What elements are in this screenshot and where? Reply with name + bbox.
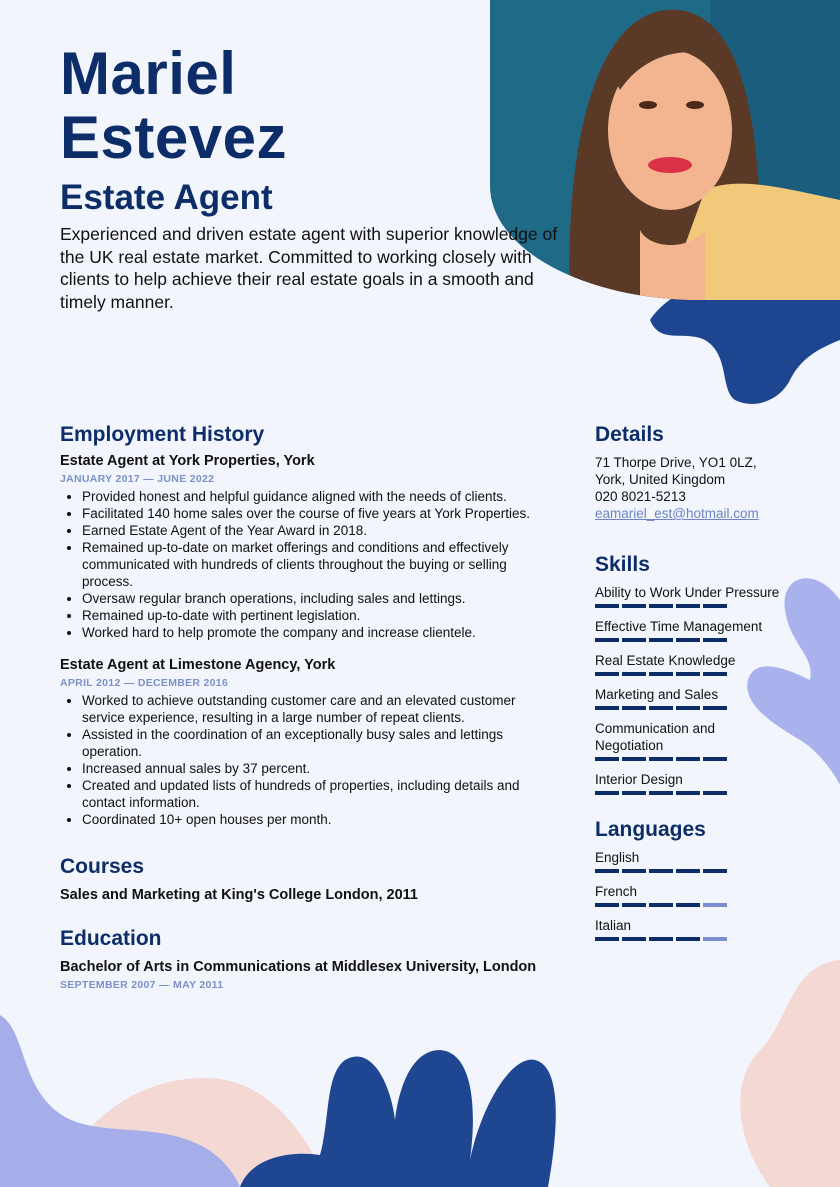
level-segment — [649, 903, 673, 907]
bullet-item: • Facilitated 140 home sales over the course of five years at York Properties. — [82, 505, 560, 522]
level-segment — [703, 937, 727, 941]
languages-label: Italian — [595, 918, 632, 933]
level-segment — [676, 903, 700, 907]
job-role: Estate Agent — [60, 178, 273, 217]
level-segment — [703, 672, 727, 676]
skills-item — [595, 771, 785, 795]
level-segment — [649, 869, 673, 873]
last-name: Estevez — [60, 104, 287, 171]
job-dates: JANUARY 2017 — JUNE 2022 — [60, 473, 215, 485]
skills-level-bar — [595, 604, 727, 608]
level-segment — [595, 903, 619, 907]
skills-section — [595, 552, 785, 795]
profile-summary: Experienced and driven estate agent with superior knowledge of the UK real estate market. Committed to working closely with clients to help achieve their real estate goals in a smooth and timely manner. — [60, 224, 558, 312]
bullet-item: • Created and updated lists of hundreds of properties, including details and contact information. — [82, 777, 560, 811]
job-title: Estate Agent at York Properties, York — [60, 453, 315, 469]
bullet-item: • Remained up-to-date on market offerings and conditions and effectively communicated with hundreds of clients throughout the buying or selling process. — [82, 539, 560, 590]
bullet-item: • Remained up-to-date with pertinent legislation. — [82, 607, 560, 624]
first-name: Mariel — [60, 40, 237, 107]
level-segment — [649, 604, 673, 608]
level-segment — [703, 638, 727, 642]
languages-level-bar — [595, 869, 727, 873]
level-segment — [649, 638, 673, 642]
level-segment — [703, 706, 727, 710]
languages-label: French — [595, 884, 638, 899]
job-bullets — [60, 692, 560, 828]
skills-level-bar — [595, 706, 727, 710]
bullet-item: • Worked hard to help promote the company and increase clientele. — [82, 624, 560, 641]
level-segment — [622, 672, 646, 676]
level-segment — [622, 903, 646, 907]
job-dates: APRIL 2012 — DECEMBER 2016 — [60, 677, 229, 689]
level-segment — [649, 672, 673, 676]
languages-item — [595, 883, 785, 907]
languages-level-bar — [595, 937, 727, 941]
education-item: Bachelor of Arts in Communications at Middlesex University, London — [60, 959, 537, 975]
peach-blob-right — [740, 960, 840, 1187]
skills-label: Effective Time Management — [595, 619, 763, 634]
courses-section — [60, 854, 560, 904]
level-segment — [703, 604, 727, 608]
bullet-item: • Worked to achieve outstanding customer care and an elevated customer service experience, resulting in a large number of repeat clients. — [82, 692, 560, 726]
skills-label: Communication and Negotiation — [595, 721, 716, 753]
address-line-2: York, United Kingdom — [595, 472, 726, 487]
bullet-item: • Coordinated 10+ open houses per month. — [82, 811, 560, 828]
languages-item — [595, 849, 785, 873]
level-segment — [595, 791, 619, 795]
level-segment — [595, 757, 619, 761]
side-column — [595, 422, 785, 951]
skills-item — [595, 618, 785, 642]
level-segment — [649, 937, 673, 941]
level-segment — [595, 638, 619, 642]
education-dates: SEPTEMBER 2007 — MAY 2011 — [60, 979, 224, 991]
bullet-item: • Provided honest and helpful guidance aligned with the needs of clients. — [82, 488, 560, 505]
job-bullets — [60, 488, 560, 641]
skills-level-bar — [595, 757, 727, 761]
languages-label: English — [595, 850, 640, 865]
skills-level-bar — [595, 638, 727, 642]
phone-number: 020 8021-5213 — [595, 489, 686, 504]
level-segment — [676, 791, 700, 795]
level-segment — [622, 638, 646, 642]
languages-section — [595, 817, 785, 941]
employment-heading: Employment History — [60, 423, 265, 446]
level-segment — [595, 706, 619, 710]
level-segment — [595, 604, 619, 608]
level-segment — [703, 869, 727, 873]
level-segment — [703, 903, 727, 907]
level-segment — [676, 604, 700, 608]
skills-item — [595, 584, 785, 608]
skills-heading: Skills — [595, 553, 650, 576]
level-segment — [595, 937, 619, 941]
languages-heading: Languages — [595, 818, 706, 841]
level-segment — [676, 706, 700, 710]
skills-item — [595, 720, 785, 761]
level-segment — [595, 869, 619, 873]
employment-section — [60, 422, 560, 828]
address-line-1: 71 Thorpe Drive, YO1 0LZ, — [595, 455, 757, 470]
level-segment — [676, 757, 700, 761]
level-segment — [649, 757, 673, 761]
skills-label: Ability to Work Under Pressure — [595, 585, 780, 600]
skills-item — [595, 686, 785, 710]
skills-label: Real Estate Knowledge — [595, 653, 736, 668]
languages-item — [595, 917, 785, 941]
full-name — [60, 42, 287, 170]
skills-level-bar — [595, 791, 727, 795]
details-heading: Details — [595, 423, 664, 446]
bullet-item: • Increased annual sales by 37 percent. — [82, 760, 560, 777]
education-section — [60, 926, 560, 992]
level-segment — [622, 706, 646, 710]
level-segment — [595, 672, 619, 676]
level-segment — [622, 791, 646, 795]
level-segment — [649, 791, 673, 795]
level-segment — [622, 757, 646, 761]
skills-label: Interior Design — [595, 772, 683, 787]
languages-level-bar — [595, 903, 727, 907]
level-segment — [676, 869, 700, 873]
level-segment — [649, 706, 673, 710]
skills-list — [595, 584, 785, 795]
education-heading: Education — [60, 927, 162, 950]
level-segment — [703, 757, 727, 761]
job-entry — [60, 452, 560, 641]
email-link[interactable]: eamariel_est@hotmail.com — [595, 506, 759, 521]
main-column — [60, 422, 560, 1010]
level-segment — [622, 604, 646, 608]
job-entry — [60, 656, 560, 828]
level-segment — [676, 672, 700, 676]
courses-heading: Courses — [60, 855, 145, 878]
bullet-item: • Oversaw regular branch operations, including sales and lettings. — [82, 590, 560, 607]
languages-list — [595, 849, 785, 941]
bullet-item: • Assisted in the coordination of an exceptionally busy sales and lettings operation. — [82, 726, 560, 760]
skills-label: Marketing and Sales — [595, 687, 719, 702]
skills-level-bar — [595, 672, 727, 676]
skills-item — [595, 652, 785, 676]
bullet-item: • Earned Estate Agent of the Year Award in 2018. — [82, 522, 560, 539]
level-segment — [622, 869, 646, 873]
level-segment — [676, 638, 700, 642]
level-segment — [622, 937, 646, 941]
course-item: Sales and Marketing at King's College London, 2011 — [60, 887, 418, 903]
level-segment — [676, 937, 700, 941]
level-segment — [703, 791, 727, 795]
details-section — [595, 422, 785, 522]
job-title: Estate Agent at Limestone Agency, York — [60, 657, 336, 673]
